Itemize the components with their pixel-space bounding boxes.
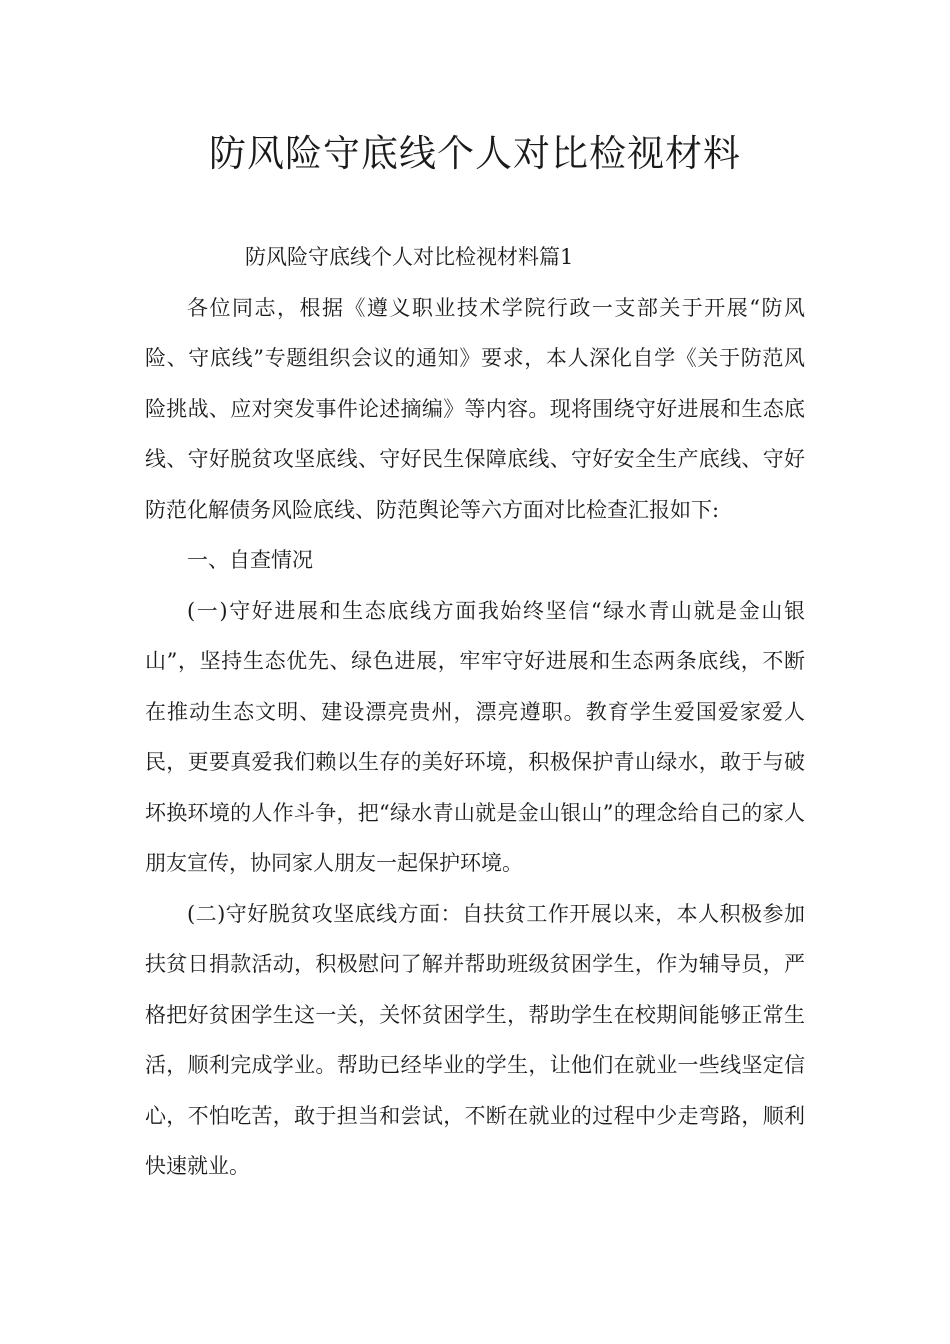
heading-self-check: 一、自查情况 — [187, 548, 313, 572]
document-title: 防风险守底线个人对比检视材料 — [209, 132, 741, 175]
section-subtitle: 防风险守底线个人对比检视材料篇1 — [245, 245, 574, 269]
paragraph-poverty: (二)守好脱贫攻坚底线方面：自扶贫工作开展以来，本人积极参加扶贫日捐款活动，积极慰问了解并帮助班级贫困学生，作为辅导员，严格把好贫困学生这一关，关怀贫困学生，帮助学生在校期间能够正常生活，顺利完成学业。帮助已经毕业的学生，让他们在就业一些线坚定信心，不怕吃苦，敢于担当和尝试，不断在就业的过程中少走弯路，顺利快速就业。 — [145, 901, 805, 1178]
paragraph-ecology: (一)守好进展和生态底线方面我始终坚信“绿水青山就是金山银山”，坚持生态优先、绿色进展，牢牢守好进展和生态两条底线，不断在推动生态文明、建设漂亮贵州，漂亮遵职。教育学生爱国爱家爱人民，更要真爱我们赖以生存的美好环境，积极保护青山绿水，敢于与破坏换环境的人作斗争，把“绿水青山就是金山银山”的理念给自己的家人朋友宣传，协同家人朋友一起保护环境。 — [145, 598, 805, 875]
document-body — [145, 232, 805, 1192]
paragraph-intro: 各位同志，根据《遵义职业技术学院行政一支部关于开展“防风险、守底线”专题组织会议的通知》要求，本人深化自学《关于防范风险挑战、应对突发事件论述摘编》等内容。现将围绕守好进展和生态底线、守好脱贫攻坚底线、守好民生保障底线、守好安全生产底线、守好防范化解债务风险底线、防范舆论等六方面对比检查汇报如下: — [145, 295, 805, 522]
